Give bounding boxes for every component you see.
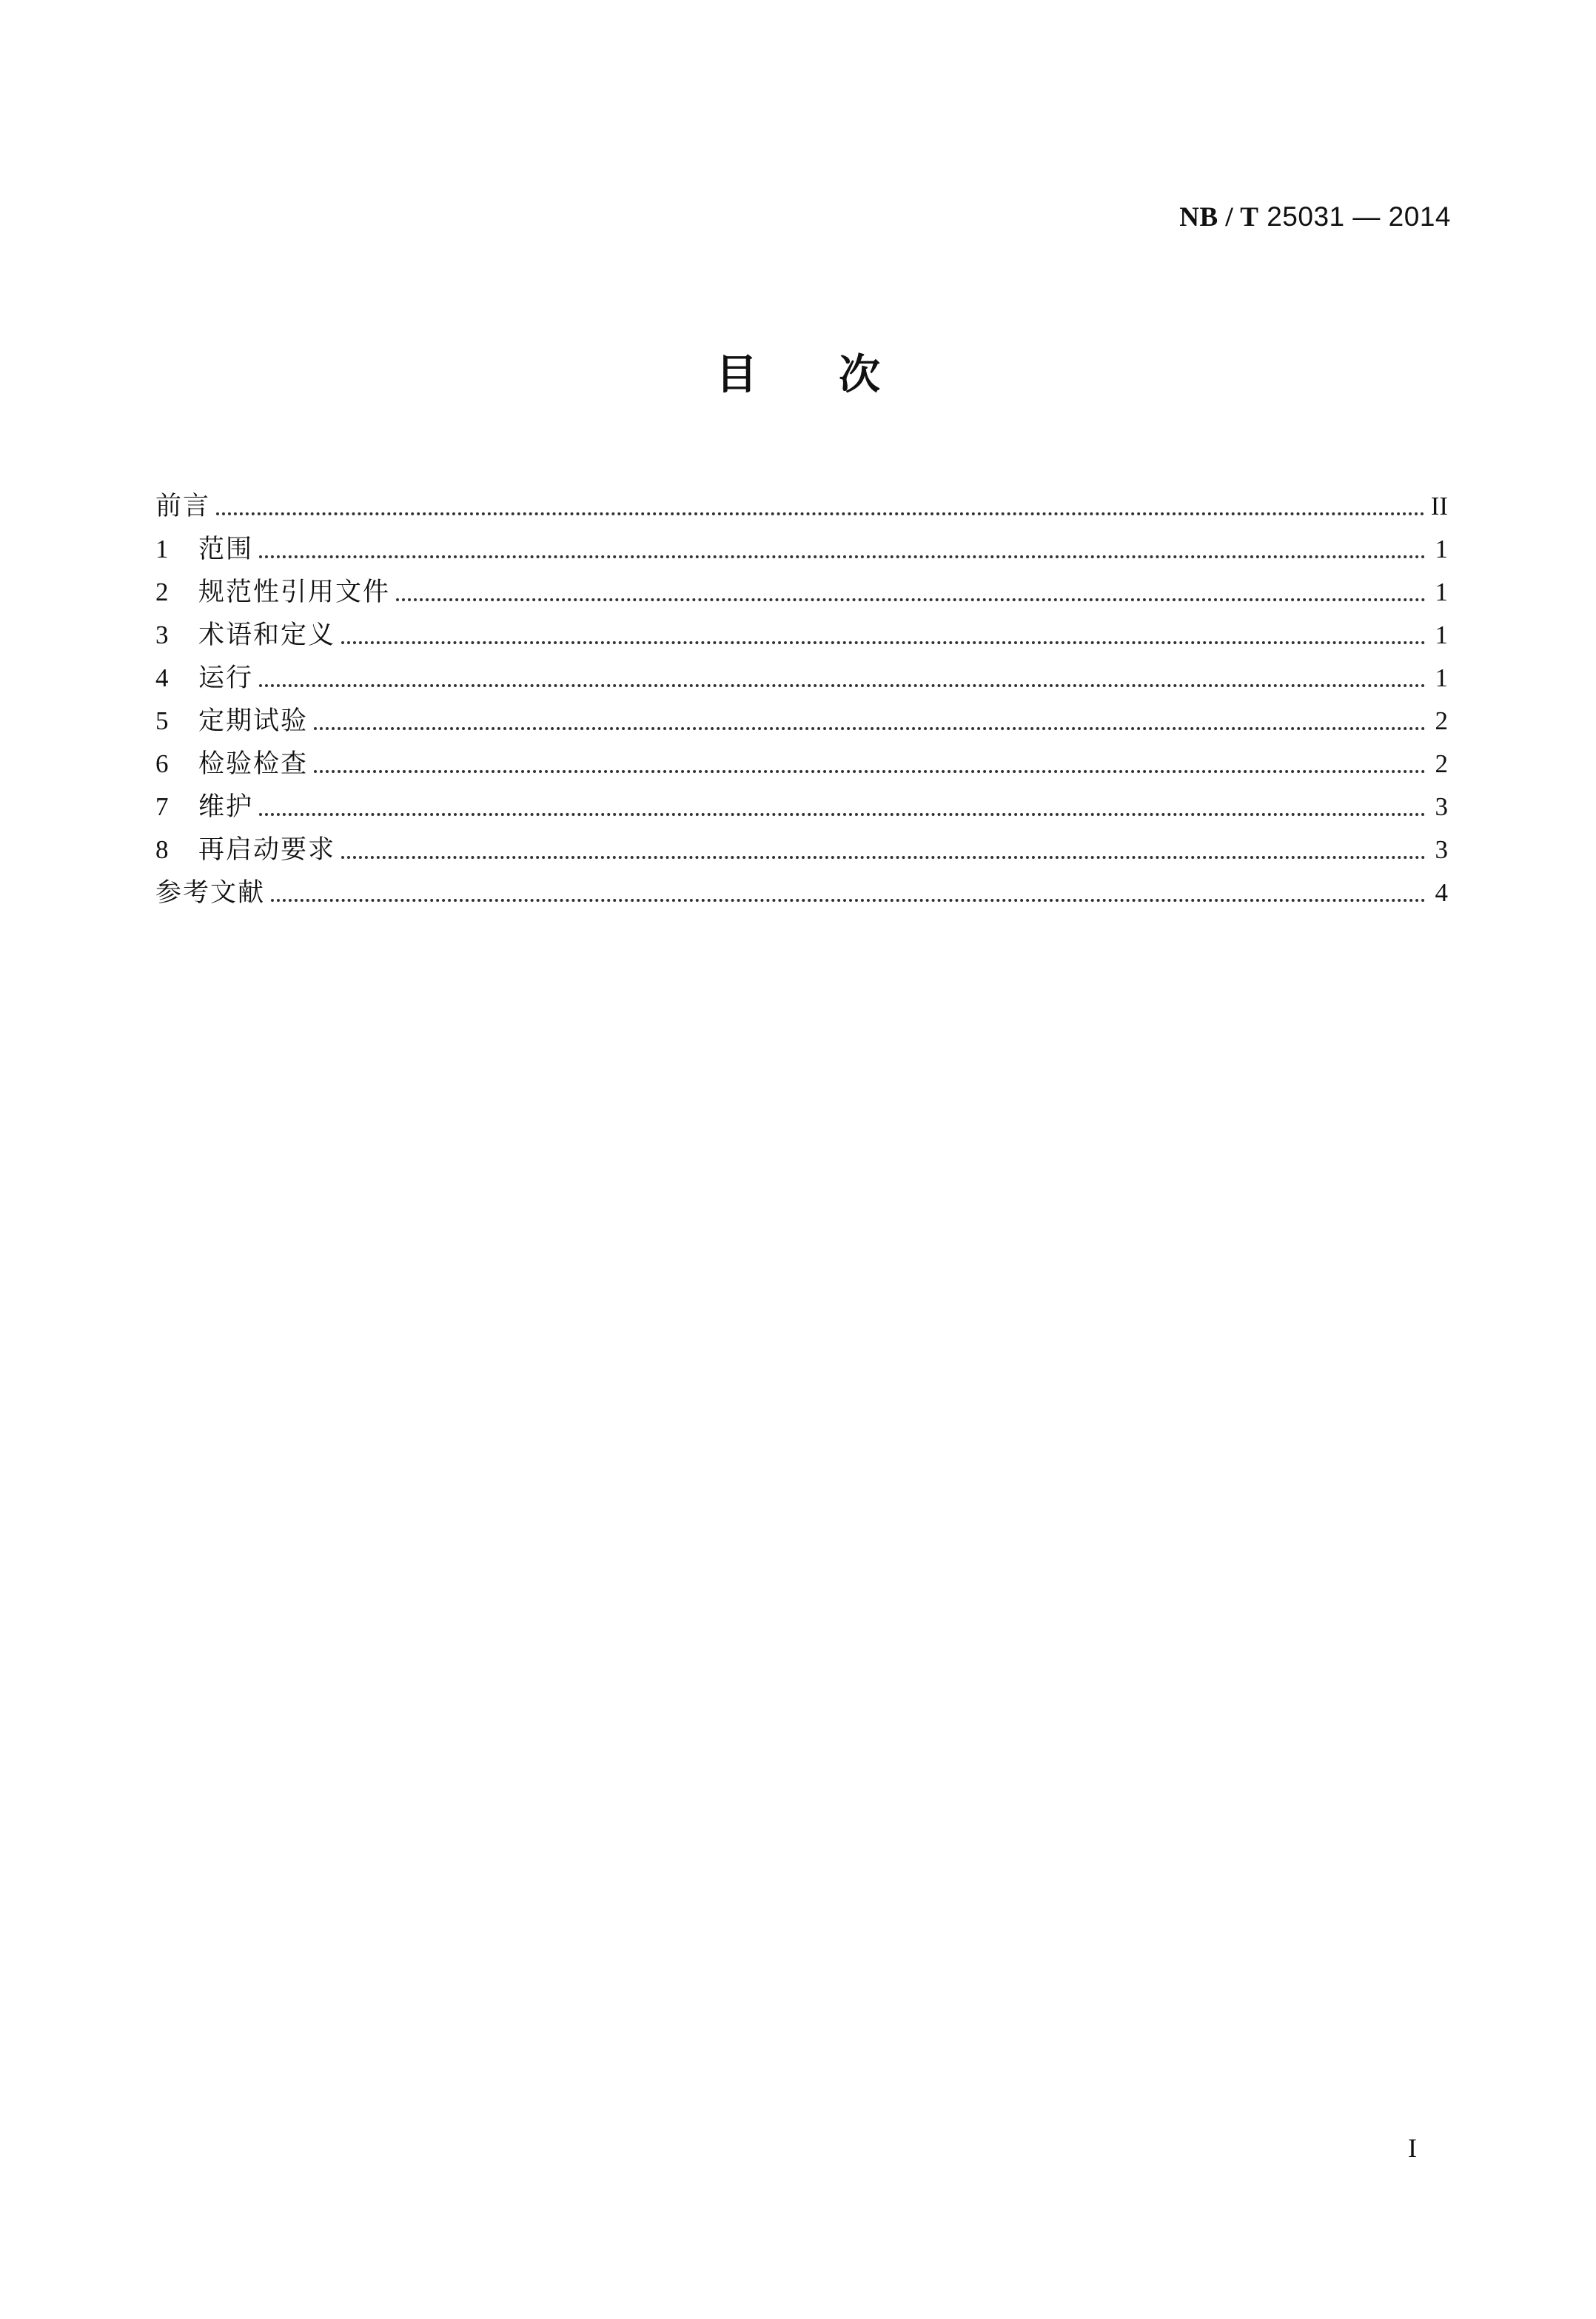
toc-entry-page: 1 bbox=[1435, 620, 1448, 649]
toc-entry-periodic-test[interactable] bbox=[155, 695, 1448, 737]
toc-leader-dots bbox=[341, 641, 1426, 644]
toc-entry-page: 2 bbox=[1435, 706, 1448, 735]
toc-entry-terms-definitions[interactable] bbox=[155, 609, 1448, 652]
toc-entry-number: 6 bbox=[155, 749, 169, 778]
toc-entry-normative-references[interactable] bbox=[155, 566, 1448, 609]
toc-title bbox=[0, 342, 1596, 401]
toc-entry-page: II bbox=[1430, 492, 1448, 521]
toc-entry-number: 5 bbox=[155, 706, 169, 735]
toc-entry-number: 3 bbox=[155, 620, 169, 649]
toc-entry-page: 1 bbox=[1435, 663, 1448, 692]
toc-entry-page: 1 bbox=[1435, 578, 1448, 606]
toc-entry-label: 范围 bbox=[198, 535, 254, 564]
toc-entry-label: 术语和定义 bbox=[198, 620, 336, 650]
toc-leader-dots bbox=[271, 899, 1426, 902]
toc-entry-page: 4 bbox=[1435, 878, 1448, 907]
toc-title-char-2: 次 bbox=[839, 351, 880, 399]
toc-entry-label: 定期试验 bbox=[198, 706, 309, 736]
toc-entry-label: 参考文献 bbox=[155, 878, 266, 908]
toc-entry-page: 1 bbox=[1435, 535, 1448, 563]
toc-entry-scope[interactable] bbox=[155, 523, 1448, 566]
standard-code-number: 25031 — 2014 bbox=[1258, 201, 1451, 232]
toc-entry-restart-requirements[interactable] bbox=[155, 823, 1448, 866]
toc-leader-dots bbox=[259, 555, 1426, 558]
toc-leader-dots bbox=[314, 770, 1426, 773]
toc-entry-page: 2 bbox=[1435, 749, 1448, 778]
toc-leader-dots bbox=[314, 727, 1426, 730]
toc-leader-dots bbox=[259, 813, 1426, 816]
toc-entry-number: 8 bbox=[155, 835, 169, 864]
table-of-contents bbox=[155, 480, 1448, 909]
toc-entry-label: 规范性引用文件 bbox=[198, 578, 391, 607]
toc-leader-dots bbox=[216, 512, 1425, 515]
toc-entry-bibliography[interactable] bbox=[155, 866, 1448, 909]
toc-entry-operation[interactable] bbox=[155, 652, 1448, 695]
toc-entry-page: 3 bbox=[1435, 792, 1448, 821]
toc-leader-dots bbox=[259, 684, 1426, 687]
toc-entry-maintenance[interactable] bbox=[155, 780, 1448, 823]
toc-entry-label: 检验检查 bbox=[198, 749, 309, 779]
toc-entry-inspection[interactable] bbox=[155, 737, 1448, 780]
toc-title-char-1: 目 bbox=[716, 351, 757, 399]
toc-entry-number: 1 bbox=[155, 535, 169, 563]
toc-entry-label: 维护 bbox=[198, 792, 254, 822]
standard-code bbox=[1179, 201, 1451, 233]
toc-entry-label: 运行 bbox=[198, 663, 254, 693]
toc-entry-number: 2 bbox=[155, 578, 169, 606]
toc-entry-number: 4 bbox=[155, 663, 169, 692]
toc-leader-dots bbox=[341, 856, 1426, 859]
toc-entry-label: 前言 bbox=[155, 492, 211, 521]
toc-entry-page: 3 bbox=[1435, 835, 1448, 864]
toc-entry-foreword[interactable] bbox=[155, 480, 1448, 523]
page-number: I bbox=[1408, 2133, 1417, 2163]
standard-code-prefix: NB / T bbox=[1179, 202, 1259, 232]
toc-entry-number: 7 bbox=[155, 792, 169, 821]
toc-entry-label: 再启动要求 bbox=[198, 835, 336, 865]
toc-leader-dots bbox=[396, 598, 1426, 601]
